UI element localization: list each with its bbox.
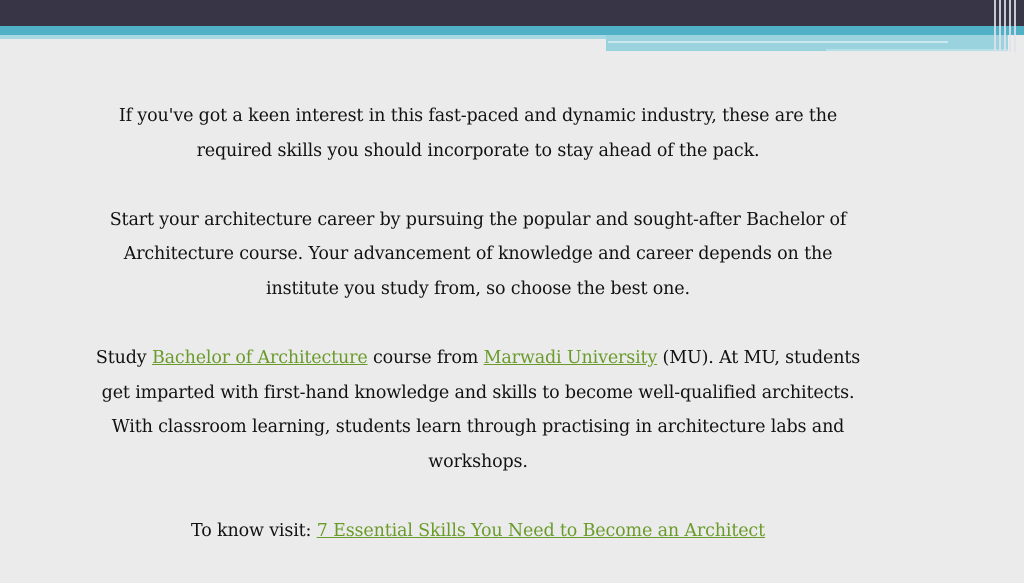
- accent-line: [608, 41, 948, 43]
- text-segment: course from: [367, 348, 484, 369]
- essential-skills-link[interactable]: 7 Essential Skills You Need to Become an Architect: [316, 521, 765, 542]
- text-segment: Study: [95, 348, 152, 369]
- paragraph-study: [90, 341, 866, 479]
- accent-line: [826, 49, 1008, 51]
- accent-stripe-light: [0, 35, 606, 39]
- paragraph-intro: If you've got a keen interest in this fast-paced and dynamic industry, these are the required skills you should incorporate to stay ahead of the pack.: [118, 106, 838, 161]
- paragraph-visit: [90, 514, 866, 549]
- slide-body: [90, 99, 866, 583]
- text-segment: To know visit:: [191, 521, 317, 542]
- accent-stripe: [0, 26, 1024, 35]
- top-header-bar: [0, 0, 1024, 26]
- paragraph-career: Start your architecture career by pursuing the popular and sought-after Bachelor of Architecture course. Your advancement of knowledge and career depends on the institute you study from, so choose the best one.: [109, 209, 847, 299]
- text-segment: (MU). At MU, students get imparted with first-hand knowledge and skills to become well-qualified architects. With classroom learning, students learn through practising in architecture labs and workshops.: [101, 348, 861, 472]
- decorative-edge-lines: [994, 0, 1018, 52]
- bachelor-of-architecture-link[interactable]: Bachelor of Architecture: [151, 348, 368, 369]
- marwadi-university-link[interactable]: Marwadi University: [483, 348, 658, 369]
